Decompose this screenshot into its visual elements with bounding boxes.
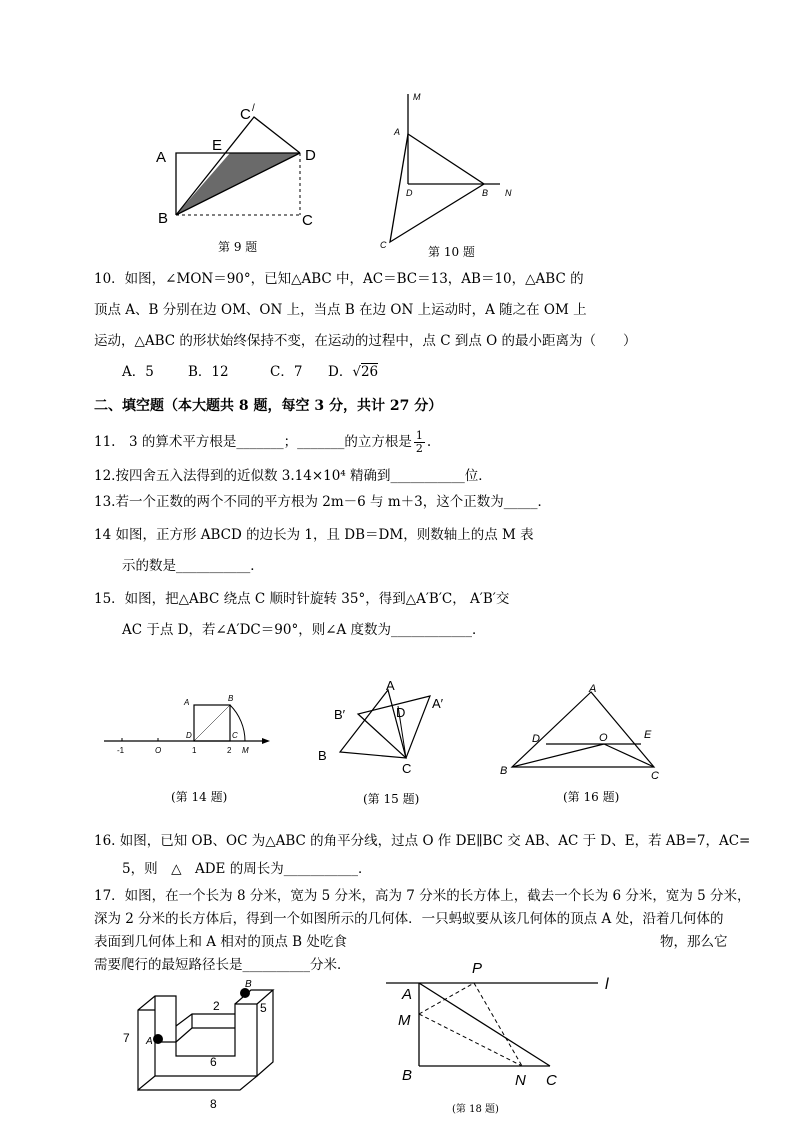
fig18-caption: (第 18 题) — [452, 1104, 499, 1115]
fig17-trough-back — [176, 1014, 235, 1026]
q17-line2: 深为 2 分米的长方体后，得到一个如图所示的几何体．一只蚂蚁要从该几何体的顶点 A 处，沿着几何体的 — [94, 911, 724, 927]
q10-line1: 10．如图，∠MON＝90°，已知△ABC 中，AC＝BC＝13，AB＝10，△ABC 的 — [94, 271, 584, 287]
fig16-segment-CO — [604, 744, 654, 767]
q10-line3: 运动，△ABC 的形状始终保持不变，在运动的过程中，点 C 到点 O 的最小距离为（ ） — [94, 333, 637, 349]
q15-line1: 15．如图，把△ABC 绕点 C 顺时针旋转 35°，得到△A′B′C， A′B′交 — [94, 591, 510, 607]
fig17-label-B: B — [245, 980, 252, 990]
q14-line1: 14 如图，正方形 ABCD 的边长为 1，且 DB＝DM，则数轴上的点 M 表 — [94, 527, 534, 543]
fig10-label-N: N — [505, 188, 512, 198]
fig15-label-B: B — [318, 748, 327, 763]
q14-line2: 示的数是___________． — [122, 558, 264, 574]
fig16-label-D: D — [532, 733, 540, 745]
q16-line2: 5，则 △ ADE 的周长为___________． — [122, 861, 372, 877]
fig16-label-A: A — [589, 683, 597, 695]
q10-option-b: B．12 — [188, 364, 229, 380]
fig14-label-M: M — [242, 746, 249, 755]
fig17-bottom — [138, 1076, 257, 1090]
fig15-label-D: D — [396, 705, 406, 720]
fig17-label-6: 6 — [210, 1055, 217, 1069]
fig10-caption: 第 10 题 — [428, 245, 475, 259]
q11-fraction — [414, 430, 425, 455]
fig17-front-face — [155, 1004, 257, 1076]
fig15-label-A: A — [386, 678, 395, 693]
q17-line4: 需要爬行的最短路径长是__________分米． — [94, 957, 351, 973]
fig14-label-C: C — [232, 731, 238, 740]
fig10-label-C: C — [380, 240, 387, 250]
q17-line3a: 表面到几何体上和 A 相对的顶点 B 处吃食 — [94, 934, 347, 950]
fig16-label-C: C — [651, 770, 659, 782]
fig17-label-5: 5 — [260, 1001, 267, 1015]
figure-14 — [100, 690, 275, 765]
fig17-label-7: 7 — [123, 1031, 130, 1045]
fig14-tick-label-1: 1 — [192, 746, 197, 755]
fig14-diagonal-DB — [194, 705, 230, 741]
fig18-label-M: M — [398, 1012, 411, 1029]
fig15-triangle-ApBpC — [358, 696, 430, 758]
q10-line2: 顶点 A、B 分别在边 OM、ON 上，当点 B 在边 ON 上运动时，A 随之在 OM 上 — [94, 302, 587, 318]
fig15-label-Bp: B′ — [334, 707, 346, 722]
fig14-caption: (第 14 题) — [171, 790, 228, 804]
q13: 13.若一个正数的两个不同的平方根为 2m－6 与 m＋3，这个正数为_____． — [94, 494, 551, 510]
fig15-caption: (第 15 题) — [363, 792, 420, 806]
q15-line2: AC 于点 D，若∠A′DC＝90°，则∠A 度数为____________． — [122, 622, 486, 638]
fig18-segment-AC — [419, 983, 550, 1066]
fig17-point-A — [153, 1034, 163, 1044]
section-2-heading: 二、填空题（本大题共 8 题，每空 3 分，共计 27 分） — [94, 398, 443, 414]
q12: 12.按四舍五入法得到的近似数 3.14×10⁴ 精确到___________位． — [94, 468, 492, 484]
fig14-label-A: A — [184, 698, 190, 707]
sqrt-symbol: √ — [352, 364, 361, 380]
fig9-label-B: B — [158, 210, 169, 227]
fig14-tick-label-2: 2 — [227, 746, 232, 755]
fig18-dash-PN — [474, 983, 522, 1066]
q11-fraction-num: 1 — [415, 429, 423, 442]
q11-text-a: 11. 3 的算术平方根是_______；_______的立方根是 — [94, 434, 412, 450]
figure-17 — [110, 980, 290, 1113]
fig15-triangle-ABC — [340, 690, 406, 758]
q17-line3b: 物，那么它 — [660, 934, 728, 950]
fig18-label-C: C — [546, 1072, 557, 1089]
fig9-label-D: D — [305, 147, 316, 164]
q16-line1: 16. 如图，已知 OB、OC 为△ABC 的角平分线，过点 O 作 DE∥BC 交 AB、AC 于 D、E，若 AB=7，AC= — [94, 833, 751, 849]
fig16-triangle-ABC — [512, 692, 654, 767]
fig18-label-P: P — [472, 960, 483, 977]
fig10-label-M: M — [413, 92, 421, 102]
q11 — [94, 430, 431, 455]
fig18-label-A: A — [402, 986, 413, 1003]
fig9-label-A: A — [156, 149, 167, 166]
fig10-triangle-ABC — [390, 134, 484, 242]
fig10-label-D: D — [406, 188, 413, 198]
figure-16 — [496, 680, 666, 785]
fig15-label-C: C — [402, 761, 412, 776]
figure-10 — [370, 88, 530, 253]
fig16-caption: (第 16 题) — [563, 790, 620, 804]
fig14-label-B: B — [228, 694, 234, 703]
fig18-label-B: B — [402, 1067, 413, 1084]
fig15-label-Ap: A′ — [432, 696, 444, 711]
q11-fraction-den: 2 — [415, 442, 423, 455]
q10-option-c: C．7 — [270, 364, 303, 380]
fig17-label-2: 2 — [213, 999, 220, 1013]
fig9-label-E: E — [212, 137, 223, 154]
fig14-label-O: O — [155, 746, 162, 755]
fig16-segment-BO — [512, 744, 604, 767]
figure-9 — [150, 100, 340, 260]
fig18-label-N: N — [515, 1072, 526, 1089]
fig14-arrow-head — [262, 738, 270, 744]
fig17-trough-side — [176, 1028, 192, 1042]
fig9-label-C1-prime: / — [252, 103, 255, 114]
fig9-caption: 第 9 题 — [218, 240, 258, 254]
fig10-label-A: A — [394, 127, 401, 137]
fig16-label-B: B — [500, 765, 508, 777]
q10-option-d-prefix: D． — [328, 364, 353, 380]
fig18-label-l: l — [605, 976, 609, 993]
q11-text-b: . — [426, 434, 432, 450]
fig16-label-E: E — [644, 729, 652, 741]
q17-line1: 17．如图，在一个长为 8 分米，宽为 5 分米，高为 7 分米的长方体上，截去一个长为 6 分米，宽为 5 分米， — [94, 888, 751, 904]
fig9-label-C1: C — [240, 106, 251, 123]
fig14-label-D: D — [186, 731, 192, 740]
q10-option-d — [328, 363, 378, 381]
fig17-label-A: A — [146, 1036, 153, 1047]
fig17-label-8: 8 — [210, 1097, 217, 1111]
figure-15 — [310, 676, 460, 776]
fig10-label-B: B — [482, 188, 489, 198]
fig14-tick-label-n1: -1 — [117, 746, 125, 755]
q10-option-a: A．5 — [122, 364, 154, 380]
fig16-label-O: O — [599, 732, 608, 744]
q10-option-d-radicand: 26 — [360, 364, 379, 380]
figure-18 — [370, 956, 630, 1116]
fig9-label-C: C — [302, 212, 313, 229]
